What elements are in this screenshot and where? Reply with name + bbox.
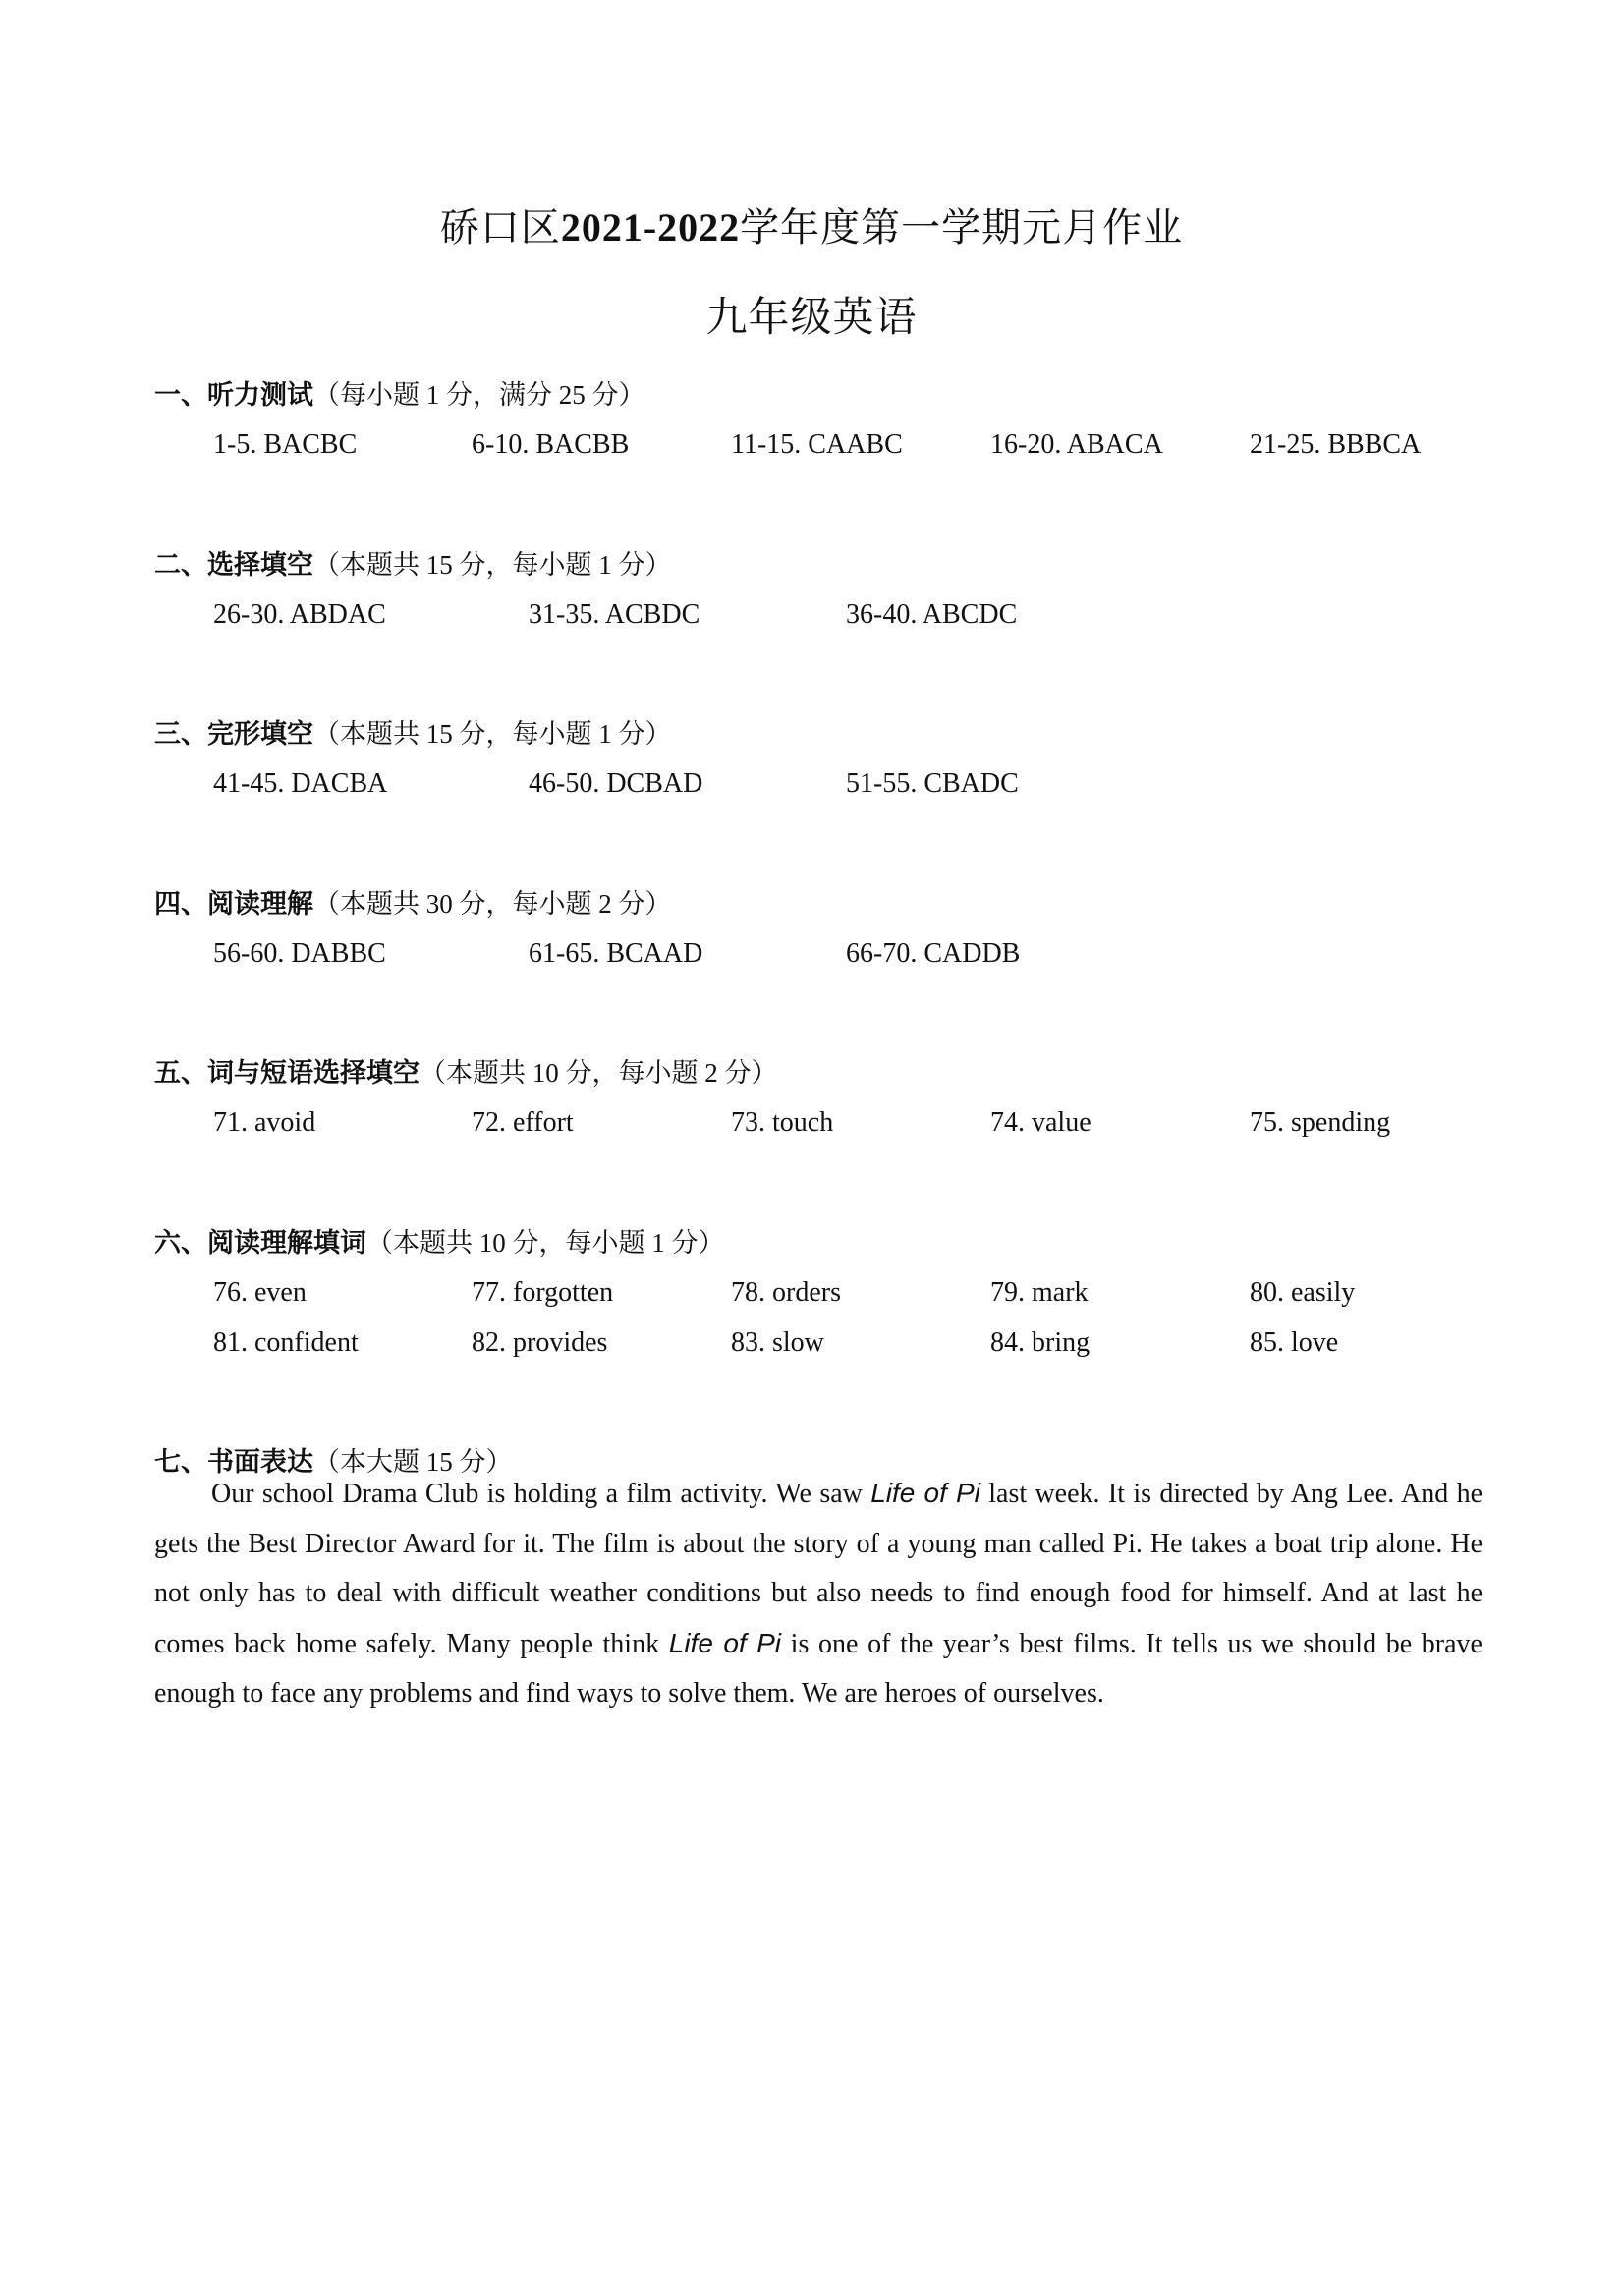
section-title: 二、选择填空 (154, 550, 313, 580)
section-title: 四、阅读理解 (154, 889, 313, 919)
answer-item: 84. bring (990, 1327, 1091, 1358)
writing-sample (154, 1469, 1483, 1719)
section-title: 一、听力测试 (154, 380, 313, 410)
answer-item: 16-20. ABACA (990, 429, 1163, 460)
answer-item: 51-55. CBADC (846, 768, 1019, 799)
answer-item: 66-70. CADDB (846, 938, 1021, 969)
title-term: 学年度第一学期元月作业 (740, 205, 1184, 250)
answer-item: 36-40. ABCDC (846, 599, 1018, 630)
answer-item: 72. effort (472, 1107, 574, 1138)
essay-text-1: Our school Drama Club is holding a film activity. We saw (211, 1479, 871, 1509)
section-score-note: （本题共 15 分，每小题 1 分） (313, 719, 672, 749)
answer-item: 76. even (213, 1277, 307, 1308)
answer-item: 46-50. DCBAD (529, 768, 703, 799)
answer-item: 75. spending (1250, 1107, 1391, 1138)
section-heading (154, 373, 645, 412)
section-title: 六、阅读理解填词 (154, 1228, 366, 1258)
section-score-note: （本大题 15 分） (313, 1447, 513, 1477)
answer-item: 79. mark (990, 1277, 1089, 1308)
answer-item: 41-45. DACBA (213, 768, 388, 799)
page-subtitle: 九年级英语 (705, 296, 918, 341)
section-title: 三、完形填空 (154, 719, 313, 749)
page-title (0, 196, 1623, 252)
answer-item: 74. value (990, 1107, 1091, 1138)
title-year: 2021-2022 (560, 205, 741, 250)
answer-item: 1-5. BACBC (213, 429, 358, 460)
section-score-note: （本题共 10 分，每小题 2 分） (420, 1058, 778, 1088)
film-title: Life of Pi (668, 1627, 782, 1658)
answer-item: 82. provides (472, 1327, 608, 1358)
answer-item: 56-60. DABBC (213, 938, 386, 969)
answer-item: 85. love (1250, 1327, 1339, 1358)
answer-item: 31-35. ACBDC (529, 599, 700, 630)
answer-item: 11-15. CAABC (731, 429, 903, 460)
answer-item: 73. touch (731, 1107, 834, 1138)
answer-item: 6-10. BACBB (472, 429, 630, 460)
answer-item: 71. avoid (213, 1107, 316, 1138)
essay-text-2: last week. It is directed by Ang Lee. And he gets the Best Director Award for it. The film is about the story of a young man called Pi. He takes a boat trip alone. He not only has to deal with difficult weather conditions but also needs to find enough food for himself. And at last he comes back home safely. Many people think (154, 1479, 1483, 1659)
answer-item: 77. forgotten (472, 1277, 614, 1308)
answer-item: 26-30. ABDAC (213, 599, 386, 630)
answer-item: 81. confident (213, 1327, 359, 1358)
section-score-note: （本题共 10 分，每小题 1 分） (366, 1228, 725, 1258)
section-heading (154, 543, 672, 582)
essay-text-3: is one of the year’s best films. It tells us we should be brave enough to face any problems and find ways to solve them. We are heroes of ourselves. (154, 1628, 1483, 1708)
section-title: 七、书面表达 (154, 1447, 313, 1477)
section-heading (154, 1221, 725, 1260)
section-heading (154, 882, 672, 921)
section-title: 五、词与短语选择填空 (154, 1058, 420, 1088)
section-score-note: （本题共 30 分，每小题 2 分） (313, 889, 672, 919)
title-district: 硚口区 (439, 205, 561, 250)
film-title: Life of Pi (870, 1478, 980, 1508)
answer-item: 78. orders (731, 1277, 841, 1308)
answer-item: 83. slow (731, 1327, 824, 1358)
answer-item: 21-25. BBBCA (1250, 429, 1422, 460)
answer-item: 80. easily (1250, 1277, 1356, 1308)
section-heading (154, 712, 672, 751)
section-score-note: （每小题 1 分，满分 25 分） (313, 380, 645, 410)
answer-item: 61-65. BCAAD (529, 938, 703, 969)
section-score-note: （本题共 15 分，每小题 1 分） (313, 550, 672, 580)
section-heading (154, 1051, 778, 1090)
